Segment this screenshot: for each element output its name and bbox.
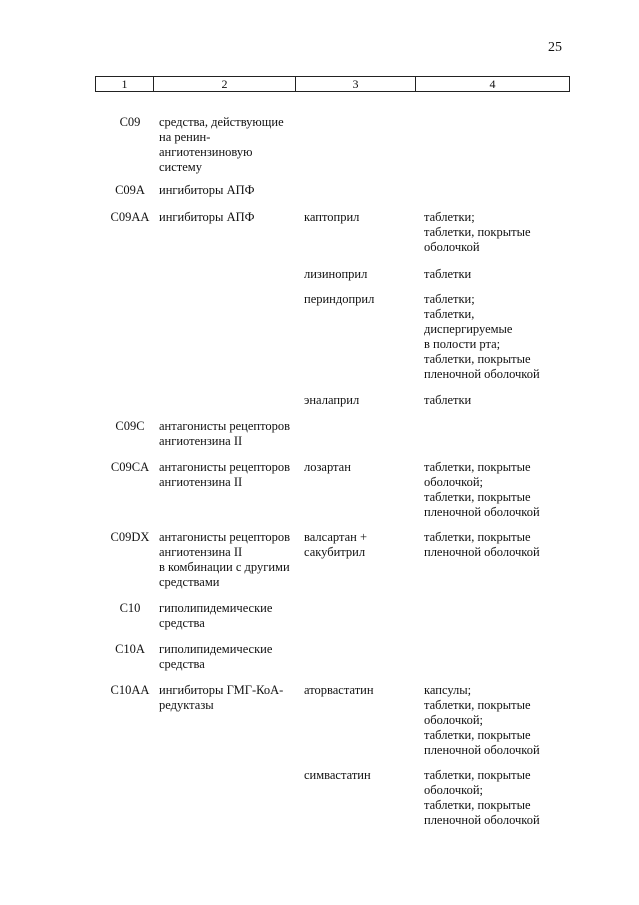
dosage-form: таблетки, покрытые пленочной оболочкой xyxy=(424,530,540,559)
group-name: антагонисты рецепторов ангиотензина II xyxy=(159,460,291,489)
header-col-4: 4 xyxy=(416,77,570,92)
atc-code: C09DX xyxy=(110,530,150,544)
dosage-form: таблетки; таблетки, диспергируемые в полости рта; таблетки, покрытые пленочной оболочкой xyxy=(424,292,540,381)
drug-name: валсартан + сакубитрил xyxy=(304,530,367,559)
page-number: 25 xyxy=(548,40,562,55)
header-col-3: 3 xyxy=(296,77,416,92)
group-name: антагонисты рецепторов ангиотензина II в комбинации с другими средствами xyxy=(159,530,291,589)
atc-code: C09CA xyxy=(110,460,150,474)
atc-code: C09C xyxy=(115,419,145,433)
drug-name: каптоприл xyxy=(304,210,360,224)
group-name: ингибиторы АПФ xyxy=(159,210,255,224)
drug-name: симвастатин xyxy=(304,768,371,782)
drug-name: аторвастатин xyxy=(304,683,374,697)
atc-code: C09 xyxy=(119,115,141,129)
group-name: гиполипидемические средства xyxy=(159,601,273,630)
header-col-2: 2 xyxy=(154,77,296,92)
atc-code: C10 xyxy=(119,601,141,615)
drug-name: эналаприл xyxy=(304,393,360,407)
dosage-form: таблетки xyxy=(424,393,472,407)
atc-code: C10A xyxy=(115,642,145,656)
dosage-form: таблетки, покрытые оболочкой; таблетки, покрытые пленочной оболочкой xyxy=(424,768,540,827)
group-name: средства, действующие на ренин- ангиотензиновую систему xyxy=(159,115,284,174)
header-col-1: 1 xyxy=(96,77,154,92)
drug-name: лозартан xyxy=(304,460,351,474)
drug-name: периндоприл xyxy=(304,292,375,306)
group-name: антагонисты рецепторов ангиотензина II xyxy=(159,419,291,448)
dosage-form: таблетки xyxy=(424,267,472,281)
atc-code: C10AA xyxy=(110,683,150,697)
dosage-form: таблетки, покрытые оболочкой; таблетки, покрытые пленочной оболочкой xyxy=(424,460,540,519)
group-name: гиполипидемические средства xyxy=(159,642,273,671)
atc-code: C09AA xyxy=(110,210,150,224)
dosage-form: таблетки; таблетки, покрытые оболочкой xyxy=(424,210,531,254)
dosage-form: капсулы; таблетки, покрытые оболочкой; таблетки, покрытые пленочной оболочкой xyxy=(424,683,540,757)
group-name: ингибиторы АПФ xyxy=(159,183,255,197)
group-name: ингибиторы ГМГ-КоА- редуктазы xyxy=(159,683,284,712)
drug-name: лизиноприл xyxy=(304,267,368,281)
atc-code: C09A xyxy=(115,183,145,197)
